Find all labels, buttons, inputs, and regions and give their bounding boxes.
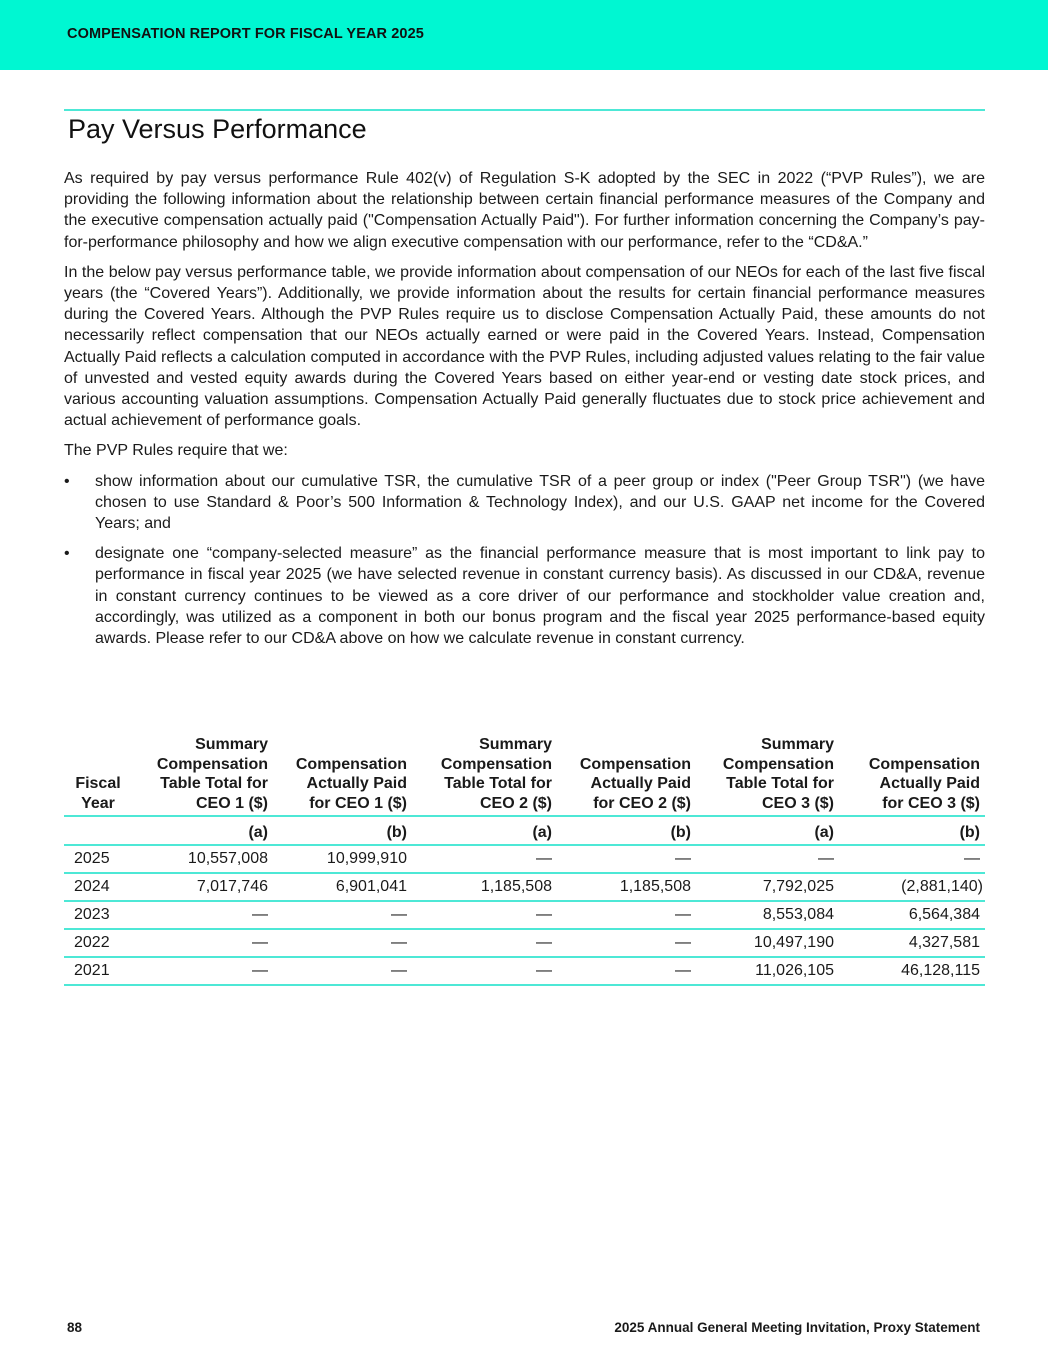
column-subheader: (b) [273, 816, 412, 845]
cell-value: 8,553,084 [696, 901, 839, 929]
column-header-sct-ceo2: Summary Compensation Table Total for CEO 2 ($) [412, 735, 557, 816]
cell-value: — [557, 957, 696, 985]
cell-fiscal-year: 2022 [64, 929, 132, 957]
column-header-sct-ceo1: Summary Compensation Table Total for CEO 1 ($) [132, 735, 273, 816]
table-row [64, 901, 985, 929]
cell-value: 6,564,384 [839, 901, 985, 929]
cell-value: — [412, 929, 557, 957]
cell-value: — [132, 901, 273, 929]
paragraph-covered-years: In the below pay versus performance table, we provide information about compensation of our NEOs for each of the last five fiscal years (the “Covered Years”). Additionally, we provide information about the results for certain financial performance measures during the Covered Years. Although the PVP Rules require us to disclose Compensation Actually Paid, these amounts do not necessarily reflect compensation that our NEOs actually earned or were paid in the Covered Years. Instead, Compensation Actually Paid reflects a calculation computed in accordance with the PVP Rules, including adjusted values relating to the fair value of unvested and vested equity awards during the Covered Years based on either year-end or vesting date stock prices, and various accounting valuation assumptions. Compensation Actually Paid generally fluctuates due to stock price achievement and actual achievement of performance goals. [64, 263, 985, 430]
cell-value: — [839, 845, 985, 873]
requirements-list [64, 471, 985, 650]
list-item-text: designate one “company-selected measure” as the financial performance measure that is most important to link pay to performance in fiscal year 2025 (we have selected revenue in constant currency basis). As discussed in our CD&A, revenue in constant currency continues to be viewed as a core driver of our performance and stockholder value creation and, accordingly, was utilized as a component in both our bonus program and the fiscal year 2025 performance-based equity awards. Please refer to our CD&A above on how we calculate revenue in constant currency. [95, 545, 985, 648]
cell-value: 1,185,508 [557, 873, 696, 901]
column-subheader: (b) [839, 816, 985, 845]
cell-value: 1,185,508 [412, 873, 557, 901]
list-item [64, 471, 985, 535]
column-subheader [64, 816, 132, 845]
cell-value: — [696, 845, 839, 873]
column-header-cap-ceo1: Compensation Actually Paid for CEO 1 ($) [273, 735, 412, 816]
cell-value: — [273, 957, 412, 985]
cell-value: — [412, 901, 557, 929]
cell-value: — [412, 845, 557, 873]
header-banner [0, 0, 1048, 70]
cell-value: 10,497,190 [696, 929, 839, 957]
cell-value: 6,901,041 [273, 873, 412, 901]
cell-value: — [132, 957, 273, 985]
cell-value: 11,026,105 [696, 957, 839, 985]
cell-value: 7,792,025 [696, 873, 839, 901]
column-subheader: (b) [557, 816, 696, 845]
cell-value: — [557, 901, 696, 929]
paragraph-intro: As required by pay versus performance Rule 402(v) of Regulation S-K adopted by the SEC in 2022 (“PVP Rules”), we are providing the following information about the relationship between certain financial performance measures of the Company and the executive compensation actually paid ("Compensation Actually Paid"). For further information concerning the Company’s pay-for-performance philosophy and how we align executive compensation with our performance, refer to the “CD&A.” [64, 170, 985, 251]
cell-value: — [273, 929, 412, 957]
column-subheader: (a) [132, 816, 273, 845]
column-header-fiscal-year: Fiscal Year [64, 735, 132, 816]
bullet-icon: • [64, 472, 70, 490]
cell-fiscal-year: 2021 [64, 957, 132, 985]
column-subheader: (a) [696, 816, 839, 845]
table-subheader-row [64, 816, 985, 845]
footer-document-title: 2025 Annual General Meeting Invitation, Proxy Statement [614, 1320, 980, 1335]
cell-value: — [557, 929, 696, 957]
cell-value: — [412, 957, 557, 985]
table-header-row [64, 735, 985, 816]
paragraph-pvp-rules-lead: The PVP Rules require that we: [64, 442, 288, 460]
list-item-text: show information about our cumulative TSR, the cumulative TSR of a peer group or index ("Peer Group TSR") (we have chosen to use Standard & Poor’s 500 Information & Technology Index), and our U.S. GAAP net income for the Covered Years; and [95, 472, 985, 533]
cell-value: 10,557,008 [132, 845, 273, 873]
cell-fiscal-year: 2023 [64, 901, 132, 929]
column-header-cap-ceo2: Compensation Actually Paid for CEO 2 ($) [557, 735, 696, 816]
table-row [64, 845, 985, 873]
cell-value: 4,327,581 [839, 929, 985, 957]
cell-value: — [132, 929, 273, 957]
page-number: 88 [67, 1320, 83, 1335]
column-subheader: (a) [412, 816, 557, 845]
cell-value: — [557, 845, 696, 873]
list-item [64, 543, 985, 649]
column-header-sct-ceo3: Summary Compensation Table Total for CEO 3 ($) [696, 735, 839, 816]
table-row [64, 929, 985, 957]
title-divider [64, 109, 985, 111]
column-header-cap-ceo3: Compensation Actually Paid for CEO 3 ($) [839, 735, 985, 816]
cell-value: — [273, 901, 412, 929]
page-title: Pay Versus Performance [68, 114, 367, 144]
cell-fiscal-year: 2024 [64, 873, 132, 901]
cell-value: (2,881,140) [839, 873, 985, 901]
cell-value: 46,128,115 [839, 957, 985, 985]
pay-versus-performance-table [64, 735, 985, 986]
cell-fiscal-year: 2025 [64, 845, 132, 873]
table-row [64, 957, 985, 985]
body-text [64, 168, 985, 658]
table-row [64, 873, 985, 901]
cell-value: 7,017,746 [132, 873, 273, 901]
cell-value: 10,999,910 [273, 845, 412, 873]
bullet-icon: • [64, 545, 70, 563]
section-header-title: COMPENSATION REPORT FOR FISCAL YEAR 2025 [67, 26, 424, 42]
